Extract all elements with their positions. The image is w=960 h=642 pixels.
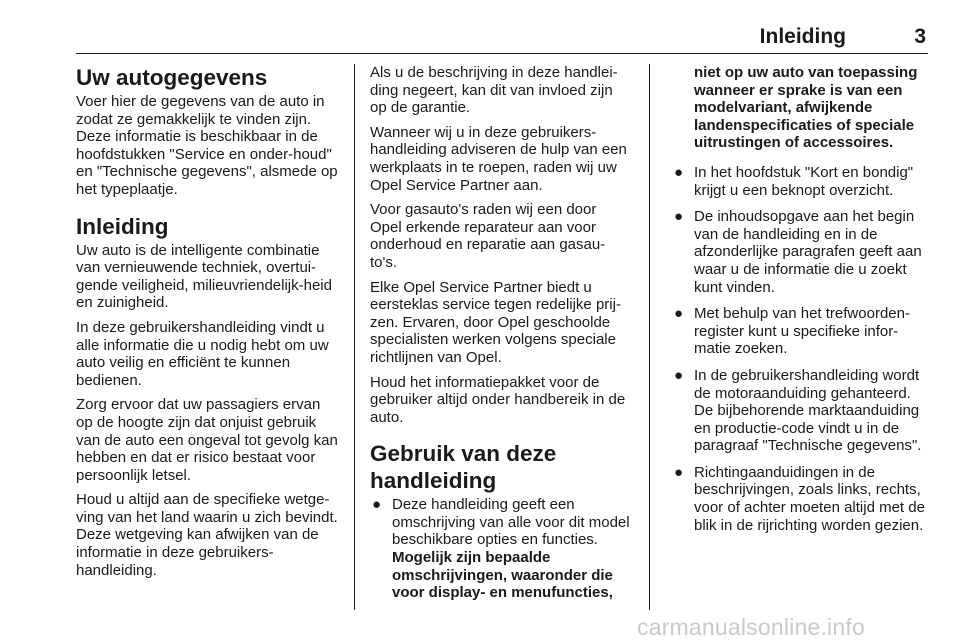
paragraph: In deze gebruikershandleiding vindt u alle informatie die u nodig hebt om uw auto veilig en efficiënt te kunnen bedienen. [76,318,329,389]
page-header [76,25,928,53]
bullet-icon: ● [674,163,684,181]
list-item [672,305,930,358]
bullet-icon: ● [674,305,684,323]
list-item-text: In de gebruikershandleiding wordt de motoraanduiding gehanteerd. De bijbehorende marktaanduiding en productie-code vindt u in de paragraaf "Technische gegevens". [694,366,922,455]
list-item-continuation [672,64,930,152]
bullet-icon: ● [674,208,684,226]
paragraph: Voer hier de gegevens van de auto in zodat ze gemakkelijk te vinden zijn. Deze informatie is beschikbaar in de hoofdstukken "Service en onder-houd" en "Technische gegevens", alsmede op het typeplaatje. [76,93,338,198]
list-item-text: Richtingaanduidingen in de beschrijvingen, zoals links, rechts, voor of achter moeten altijd met de blik in de rijrichting worden gezien. [694,463,925,534]
list-item [672,208,930,296]
list-item-text: Met behulp van het trefwoorden-register kunt u specifieke infor-matie zoeken. [694,305,910,358]
paragraph: Voor gasauto's raden wij een door Opel erkende reparateur aan voor onderhoud en reparatie aan gasau-to's. [370,201,606,271]
section-title: Inleiding [759,25,846,48]
list-item [672,464,930,534]
list-item-text: Deze handleiding geeft een omschrijving van alle voor dit model beschikbare opties en functies. [392,496,630,549]
heading-uw-autogegevens: Uw autogegevens [76,65,268,90]
list-item-text: In het hoofdstuk "Kort en bondig" krijgt u een beknopt overzicht. [694,163,914,199]
paragraph: Elke Opel Service Partner biedt u eersteklas service tegen redelijke prij-zen. Ervaren, door Opel geschoolde specialisten werken volgens speciale richtlijnen van Opel. [370,278,621,366]
bullet-icon: ● [674,366,684,384]
list-item-bold-text: niet op uw auto van toepassing wanneer er sprake is van een modelvariant, afwijkende landenspecificaties of speciale uitrustingen of accessoires. [694,64,918,152]
paragraph: Houd u altijd aan de specifieke wetge-ving van het land waarin u zich bevindt. Deze wetgeving kan afwijken van de informatie in deze gebruikers-handleiding. [76,491,338,579]
bullet-list [370,496,632,602]
list-item [370,496,632,602]
list-item [672,164,930,199]
column-3 [672,64,930,543]
list-item-bold-text: Mogelijk zijn bepaalde omschrijvingen, waaronder die voor display- en menufuncties, [392,549,613,602]
watermark: carmanualsonline.info [637,614,865,640]
header-rule [76,53,928,54]
heading-inleiding: Inleiding [76,213,169,239]
page-number: 3 [914,25,926,48]
list-item-text: De inhoudsopgave aan het begin van de handleiding en in de afzonderlijke paragrafen geeft aan waar u de informatie die u zoekt kunt vinden. [694,208,922,296]
paragraph: Houd het informatiepakket voor de gebruiker altijd onder handbereik in de auto. [370,373,626,426]
bullet-icon: ● [674,463,684,481]
bullet-icon: ● [372,496,382,514]
paragraph: Zorg ervoor dat uw passagiers ervan op de hoogte zijn dat onjuist gebruik van de auto een ongeval tot gevolg kan hebben en dat er risico bestaat voor persoonlijk letsel. [76,396,338,484]
paragraph: Wanneer wij u in deze gebruikers-handleiding adviseren de hulp van een werkplaats in te roepen, raden wij uw Opel Service Partner aan. [370,123,627,194]
column-1 [76,64,340,586]
column-divider-2 [649,64,650,610]
paragraph: Als u de beschrijving in deze handlei-ding negeert, kan dit van invloed zijn op de garantie. [370,64,618,117]
column-divider-1 [354,64,355,610]
list-item [672,367,930,455]
heading-gebruik-van-deze-handleiding: Gebruik van deze handleiding [370,441,557,494]
bullet-list [672,64,930,534]
column-2 [370,64,632,611]
paragraph: Uw auto is de intelligente combinatie van vernieuwende techniek, overtui-gende veiligheid, milieuvriendelijk-heid en zuinigheid. [76,241,332,312]
